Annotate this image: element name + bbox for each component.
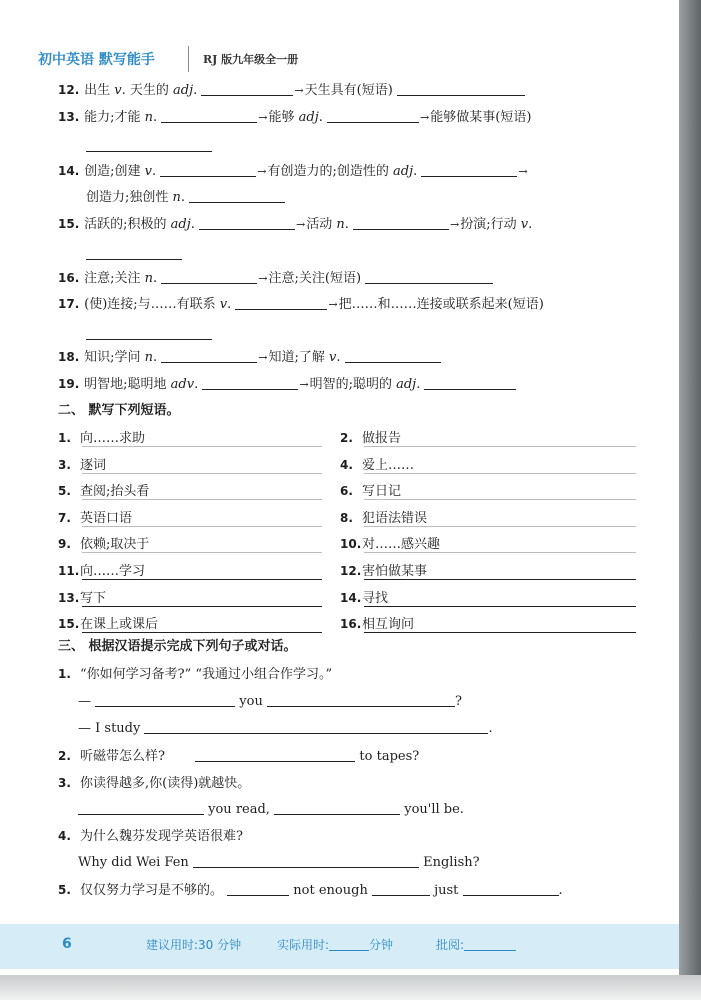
phrase-item	[58, 534, 149, 554]
review-blank[interactable]	[464, 938, 516, 951]
review: 批阅:	[436, 936, 516, 954]
phrase-answer-line[interactable]	[82, 552, 322, 553]
answer-blank[interactable]	[86, 258, 182, 260]
vocab-item-13: 13. 能力;才能 n. →能够 adj. →能够做某事(短语)	[58, 110, 532, 125]
answer-blank[interactable]	[421, 162, 517, 177]
section-2-title: 二、 默写下列短语。	[58, 403, 180, 418]
phrase-text: 对……感兴趣	[362, 537, 441, 552]
phrase-number: 14.	[340, 591, 362, 605]
phrase-answer-line[interactable]	[364, 526, 636, 527]
phrase-number: 3.	[58, 458, 71, 472]
answer-blank[interactable]	[345, 348, 441, 363]
phrase-text: 写日记	[362, 484, 402, 499]
phrase-text: 害怕做某事	[362, 564, 428, 579]
actual-time-blank[interactable]	[329, 938, 369, 951]
page-bottom-shadow	[0, 975, 701, 1000]
vocab-item-12: 12. 出生 v. 天生的 adj. →天生具有(短语)	[58, 80, 525, 100]
phrase-item	[340, 614, 414, 634]
answer-blank[interactable]	[189, 188, 285, 203]
phrase-text: 逐词	[80, 458, 107, 473]
phrase-text: 向……学习	[80, 564, 146, 579]
phrase-text: 寻找	[362, 591, 389, 606]
page-number: 6	[62, 936, 72, 952]
sentence-2: 2. 听磁带怎么样? to tapes?	[58, 749, 420, 764]
phrase-answer-line[interactable]	[82, 446, 322, 447]
phrase-text: 爱上……	[362, 458, 415, 473]
phrase-answer-line[interactable]	[364, 579, 636, 580]
answer-blank[interactable]	[372, 881, 430, 896]
phrase-number: 8.	[340, 511, 353, 525]
phrase-number: 11.	[58, 564, 80, 578]
sentence-4-prompt: 4. 为什么魏芬发现学英语很难?	[58, 829, 243, 844]
phrase-number: 5.	[58, 484, 71, 498]
answer-blank[interactable]	[201, 81, 293, 96]
phrase-item	[340, 508, 427, 528]
sentence-1-line-2: — I study .	[78, 721, 493, 736]
vocab-item-14: 14. 创造;创建 v. →有创造力的;创造性的 adj. →	[58, 164, 528, 179]
phrase-answer-line[interactable]	[364, 632, 636, 633]
phrase-number: 6.	[340, 484, 353, 498]
phrase-text: 做报告	[362, 431, 402, 446]
phrase-number: 1.	[58, 431, 71, 445]
suggested-time: 建议用时:30 分钟	[146, 938, 242, 952]
sentence-1-line-1: — you ?	[78, 694, 462, 709]
phrase-number: 13.	[58, 591, 80, 605]
header-divider	[188, 46, 189, 72]
sentence-3-prompt: 3. 你读得越多,你(读得)就越快。	[58, 776, 251, 791]
phrase-item	[58, 561, 145, 581]
sentence-4-line: Why did Wei Fen English?	[78, 855, 480, 870]
phrase-item	[58, 508, 132, 528]
phrase-text: 写下	[80, 591, 107, 606]
phrase-text: 相互询问	[362, 617, 415, 632]
vocab-item-16: 16. 注意;关注 n. →注意;关注(短语)	[58, 268, 493, 288]
phrase-number: 15.	[58, 617, 80, 631]
answer-blank[interactable]	[327, 108, 419, 123]
answer-blank[interactable]	[161, 108, 257, 123]
sentence-1-prompt: 1. “你如何学习备考?” “我通过小组合作学习。”	[58, 667, 333, 682]
phrase-answer-line[interactable]	[82, 579, 322, 580]
vocab-item-15: 15. 活跃的;积极的 adj. →活动 n. →扮演;行动 v.	[58, 217, 533, 232]
answer-blank[interactable]	[424, 375, 516, 390]
answer-blank[interactable]	[195, 747, 355, 762]
phrase-item	[340, 481, 401, 501]
answer-blank[interactable]	[161, 348, 257, 363]
answer-blank[interactable]	[86, 338, 212, 340]
phrase-answer-line[interactable]	[82, 526, 322, 527]
phrase-item	[340, 588, 388, 608]
answer-blank[interactable]	[274, 800, 400, 815]
vocab-item-17: 17. (使)连接;与……有联系 v. →把……和……连接或联系起来(短语)	[58, 297, 544, 312]
answer-blank[interactable]	[463, 881, 559, 896]
phrase-item	[340, 428, 401, 448]
answer-blank[interactable]	[144, 719, 488, 734]
section-3-title: 三、 根据汉语提示完成下列句子或对话。	[58, 639, 297, 654]
phrase-answer-line[interactable]	[82, 606, 322, 607]
vocab-item-19: 19. 明智地;聪明地 adv. →明智的;聪明的 adj.	[58, 374, 516, 394]
phrase-item	[340, 534, 440, 554]
phrase-item	[58, 614, 158, 634]
phrase-number: 16.	[340, 617, 362, 631]
answer-blank[interactable]	[95, 692, 235, 707]
book-brand: 初中英语 默写能手	[38, 52, 155, 68]
phrase-item	[340, 561, 427, 581]
answer-blank[interactable]	[160, 162, 256, 177]
phrase-text: 查阅;抬头看	[80, 484, 150, 499]
phrase-answer-line[interactable]	[364, 606, 636, 607]
actual-time: 实际用时: 分钟	[277, 938, 394, 952]
answer-blank[interactable]	[78, 800, 204, 815]
phrase-answer-line[interactable]	[364, 473, 636, 474]
phrase-item	[340, 455, 414, 475]
phrase-text: 犯语法错误	[362, 511, 428, 526]
phrase-text: 向……求助	[80, 431, 146, 446]
phrase-number: 2.	[340, 431, 353, 445]
answer-blank[interactable]	[227, 881, 289, 896]
phrase-answer-line[interactable]	[82, 632, 322, 633]
answer-blank[interactable]	[199, 215, 295, 230]
phrase-text: 英语口语	[80, 511, 133, 526]
phrase-number: 10.	[340, 537, 362, 551]
phrase-answer-line[interactable]	[364, 446, 636, 447]
phrase-number: 12.	[340, 564, 362, 578]
phrase-item	[58, 481, 149, 501]
phrase-item	[58, 455, 106, 475]
phrase-item	[58, 428, 145, 448]
phrase-number: 7.	[58, 511, 71, 525]
answer-blank[interactable]	[235, 295, 327, 310]
sentence-5: 5. 仅仅努力学习是不够的。 not enough just .	[58, 883, 563, 898]
phrase-answer-line[interactable]	[82, 473, 322, 474]
page-edge-shadow	[679, 0, 701, 1000]
phrase-answer-line[interactable]	[364, 499, 636, 500]
answer-blank[interactable]	[365, 269, 493, 284]
phrase-number: 4.	[340, 458, 353, 472]
vocab-item-18: 18. 知识;学问 n. →知道;了解 v.	[58, 347, 441, 367]
answer-blank[interactable]	[397, 81, 525, 96]
phrase-text: 依赖;取决于	[80, 537, 150, 552]
answer-blank[interactable]	[202, 375, 298, 390]
sentence-3-line: you read, you'll be.	[78, 800, 464, 820]
phrase-answer-line[interactable]	[364, 552, 636, 553]
answer-blank[interactable]	[193, 853, 419, 868]
vocab-item-14-cont: 创造力;独创性 n.	[86, 188, 285, 208]
phrase-text: 在课上或课后	[80, 617, 159, 632]
answer-blank[interactable]	[267, 692, 455, 707]
phrase-item	[58, 588, 106, 608]
phrase-answer-line[interactable]	[82, 499, 322, 500]
answer-blank[interactable]	[161, 269, 257, 284]
answer-blank[interactable]	[353, 215, 449, 230]
book-series: RJ 版九年级全一册	[203, 53, 299, 66]
answer-blank[interactable]	[86, 150, 212, 152]
phrase-number: 9.	[58, 537, 71, 551]
